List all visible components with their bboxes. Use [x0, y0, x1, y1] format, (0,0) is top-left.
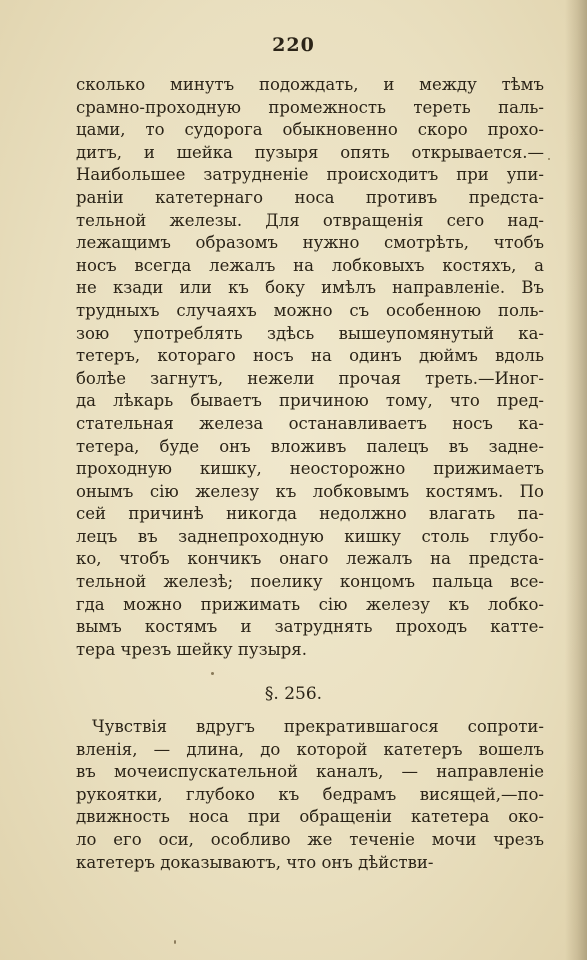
text-line: тетера, буде онъ вложивъ палецъ въ задне- [76, 436, 544, 456]
text-line: тельной железѣ; поелику концомъ пальца все- [76, 572, 544, 592]
text-line: носъ всегда лежалъ на лобковыхъ костяхъ, а [76, 255, 544, 275]
text-line: Наибольшее затрудненіе происходитъ при упи- [76, 165, 544, 185]
paper-speck [211, 672, 214, 675]
text-line: зою употреблять здѣсь вышеупомянутый ка- [76, 323, 544, 343]
paragraph-1 [76, 74, 544, 661]
text-line: вымъ костямъ и затруднять проходъ катте- [76, 617, 544, 637]
section-heading: §. 256. [264, 684, 323, 704]
text-line: да лѣкарь бываетъ причиною тому, что пред- [76, 391, 544, 411]
text-line: лецъ въ заднепроходную кишку столь глубо- [76, 526, 544, 546]
text-line: катетеръ доказываютъ, что онъ дѣйстви- [76, 852, 434, 872]
paragraph-2 [76, 716, 544, 874]
text-line: тера чрезъ шейку пузыря. [76, 639, 307, 659]
text-line: ло его оси, особливо же теченіе мочи чрезъ [76, 829, 544, 849]
text-line: Чувствія вдругъ прекратившагося сопроти- [92, 717, 544, 736]
text-line: раніи катетернаго носа противъ предста- [76, 187, 544, 207]
text-line: онымъ сію железу къ лобковымъ костямъ. По [76, 481, 544, 501]
text-line: гда можно прижимать сію железу къ лобко- [76, 594, 544, 614]
page-gutter-shadow [565, 0, 587, 960]
page-number: 220 [272, 34, 315, 56]
text-line: въ мочеиспускательной каналъ, — направленіе [76, 762, 544, 782]
text-line: лежащимъ образомъ нужно смотрѣть, чтобъ [76, 233, 544, 253]
text-line: проходную кишку, неосторожно прижимаетъ [76, 459, 544, 479]
text-line: тельной железы. Для отвращенія сего над- [76, 210, 544, 230]
text-line: тетеръ, котораго носъ на одинъ дюймъ вдоль [76, 346, 544, 366]
text-line: рукоятки, глубоко къ бедрамъ висящей,—по- [76, 784, 544, 804]
text-line: не кзади или къ боку имѣлъ направленіе. Въ [76, 278, 544, 298]
text-line: движность носа при обращеніи катетера око- [76, 807, 544, 827]
text-line: трудныхъ случаяхъ можно съ особенною поль- [76, 300, 544, 320]
text-line: болѣе загнутъ, нежели прочая треть.—Иног- [76, 368, 544, 388]
text-line: ко, чтобъ кончикъ онаго лежалъ на предста- [76, 549, 544, 569]
paper-speck [548, 158, 550, 160]
text-line: сей причинѣ никогда недолжно влагать па- [76, 504, 544, 524]
text-line: срамно-проходную промежность тереть паль- [76, 97, 544, 117]
text-line: цами, то судорога обыкновенно скоро прохо- [76, 120, 544, 140]
text-line: вленія, — длина, до которой катетеръ вошелъ [76, 739, 544, 759]
paper-speck [174, 940, 176, 944]
text-line: стательная железа останавливаетъ носъ ка- [76, 413, 544, 433]
text-line: сколько минутъ подождать, и между тѣмъ [76, 75, 544, 94]
text-line: дитъ, и шейка пузыря опять открывается.— [76, 142, 544, 162]
